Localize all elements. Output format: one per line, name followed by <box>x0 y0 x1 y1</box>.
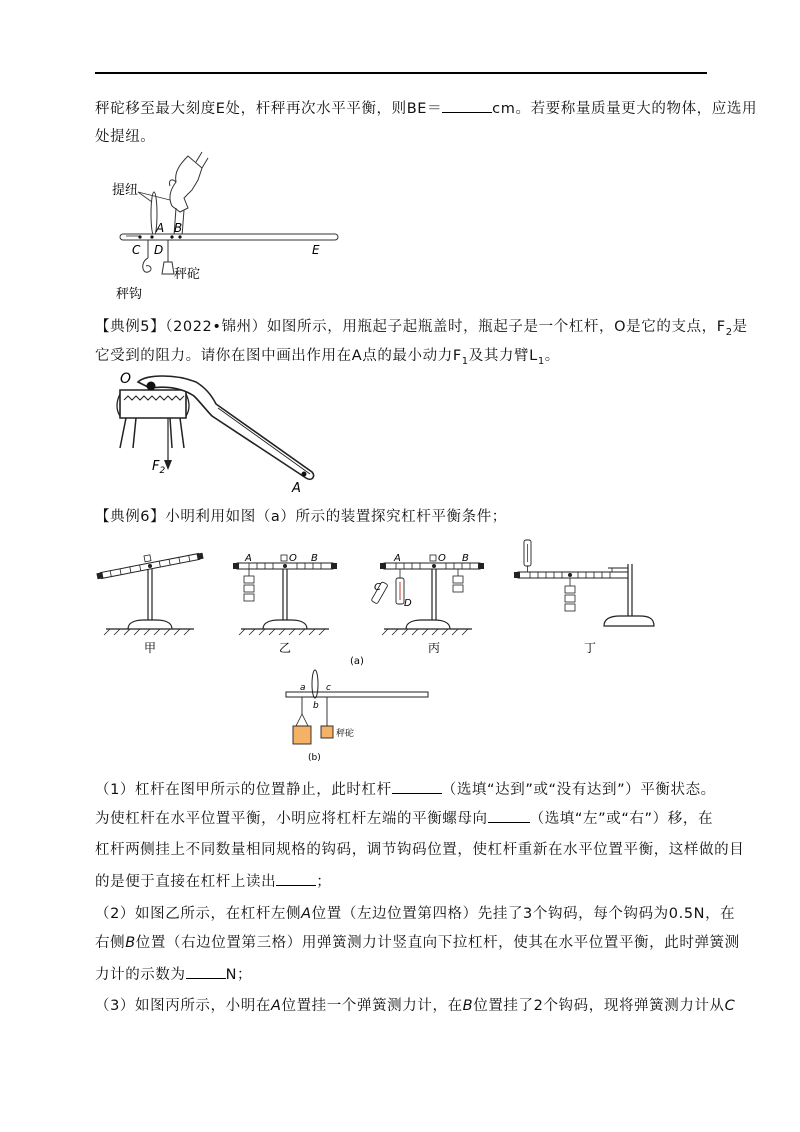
label-point-o: O <box>438 553 446 564</box>
setup-bing <box>371 553 484 655</box>
label-point-b: B <box>462 553 469 564</box>
label-jia: 甲 <box>144 641 157 655</box>
example5-line2: 它受到的阻力。请你在图中画出作用在A点的最小动力$F_1$及其力臂$L_1$。 <box>95 348 560 367</box>
label-chengtuo: 秤砣 <box>174 267 201 282</box>
q1-line2: 为使杠杆在水平位置平衡，小明应将杠杆左端的平衡螺母向 （选填“左”或“右”）移，在 <box>95 808 707 829</box>
caption-figure-b: (b) <box>308 753 321 763</box>
example5-line1: 【典例5】（2022•锦州）如图所示，用瓶起子起瓶盖时，瓶起子是一个杠杆，O是它的支点，$F_2$是 <box>95 319 748 338</box>
label-point-a: a <box>300 683 306 693</box>
label-ding: 丁 <box>584 641 597 655</box>
label-point-d: D <box>404 598 412 609</box>
label-point-a: A <box>156 221 165 235</box>
q1-line1: （1）杠杆在图甲所示的位置静止，此时杠杆 （选填“达到”或“没有达到”）平衡状态。 <box>95 779 707 800</box>
q2-line1: （2）如图乙所示，在杠杆左侧A位置（左边位置第四格）先挂了3个钩码，每个钩码为0.5N，在 <box>95 906 736 922</box>
label-force-f2: $F_2$ <box>152 459 166 476</box>
label-point-b: B <box>174 221 183 235</box>
answer-blank-q1-state[interactable] <box>392 779 442 794</box>
paragraph-intro-line2: 处提纽。 <box>95 129 156 145</box>
setup-jia <box>96 545 204 655</box>
q1-line3: 杠杆两侧挂上不同数量相同规格的钩码，调节钩码位置，使杠杆重新在水平位置平衡，这样做的目 <box>95 842 745 858</box>
label-point-d: D <box>154 243 164 257</box>
answer-blank-q1-direction[interactable] <box>488 808 530 823</box>
label-point-a: A <box>245 553 252 564</box>
label-chengtuo: 秤砣 <box>336 729 355 739</box>
answer-blank-q1-read[interactable] <box>276 871 316 886</box>
label-point-c: C <box>132 243 141 257</box>
label-point-c: C <box>374 582 381 593</box>
header-rule <box>95 72 707 74</box>
setup-ding <box>514 540 654 655</box>
answer-blank-be[interactable] <box>442 98 492 113</box>
label-point-a: A <box>394 553 401 564</box>
answer-blank-q2-reading[interactable] <box>186 964 226 979</box>
example6-line1: 【典例6】小明利用如图（a）所示的装置探究杠杆平衡条件； <box>95 509 507 525</box>
q1-line4: 的是便于直接在杠杆上读出 ； <box>95 871 707 892</box>
setup-yi <box>233 553 337 655</box>
label-bing: 丙 <box>428 641 441 655</box>
label-point-b: b <box>313 701 319 711</box>
label-point-c: c <box>326 683 331 693</box>
paragraph-intro-line1: 秤砣移至最大刻度E处，杆秤再次水平平衡，则BE＝ cm。若要称量质量更大的物体，应选用 <box>95 98 707 119</box>
bottle-opener-figure <box>106 372 336 497</box>
label-point-e: E <box>312 243 320 257</box>
steelyard-figure-b <box>282 668 432 768</box>
q3-line1: （3）如图丙所示，小明在A位置挂一个弹簧测力计，在B位置挂了2个钩码，现将弹簧测力计从C <box>95 998 736 1014</box>
label-point-o: O <box>289 553 297 564</box>
label-point-b: B <box>311 553 318 564</box>
steelyard-figure <box>110 150 350 300</box>
label-chenggou: 秤钩 <box>116 287 143 300</box>
caption-figure-a: (a) <box>350 656 364 667</box>
label-fulcrum-o: O <box>120 372 132 387</box>
label-tiniu: 提纽 <box>112 183 139 198</box>
lever-apparatus-figure-a <box>96 534 676 669</box>
label-point-a: A <box>292 481 301 496</box>
q2-line3: 力计的示数为 N； <box>95 964 707 985</box>
label-yi: 乙 <box>279 641 292 655</box>
q2-line2: 右侧B位置（右边位置第三格）用弹簧测力计竖直向下拉杠杆，使其在水平位置平衡，此时弹簧测 <box>95 935 740 951</box>
